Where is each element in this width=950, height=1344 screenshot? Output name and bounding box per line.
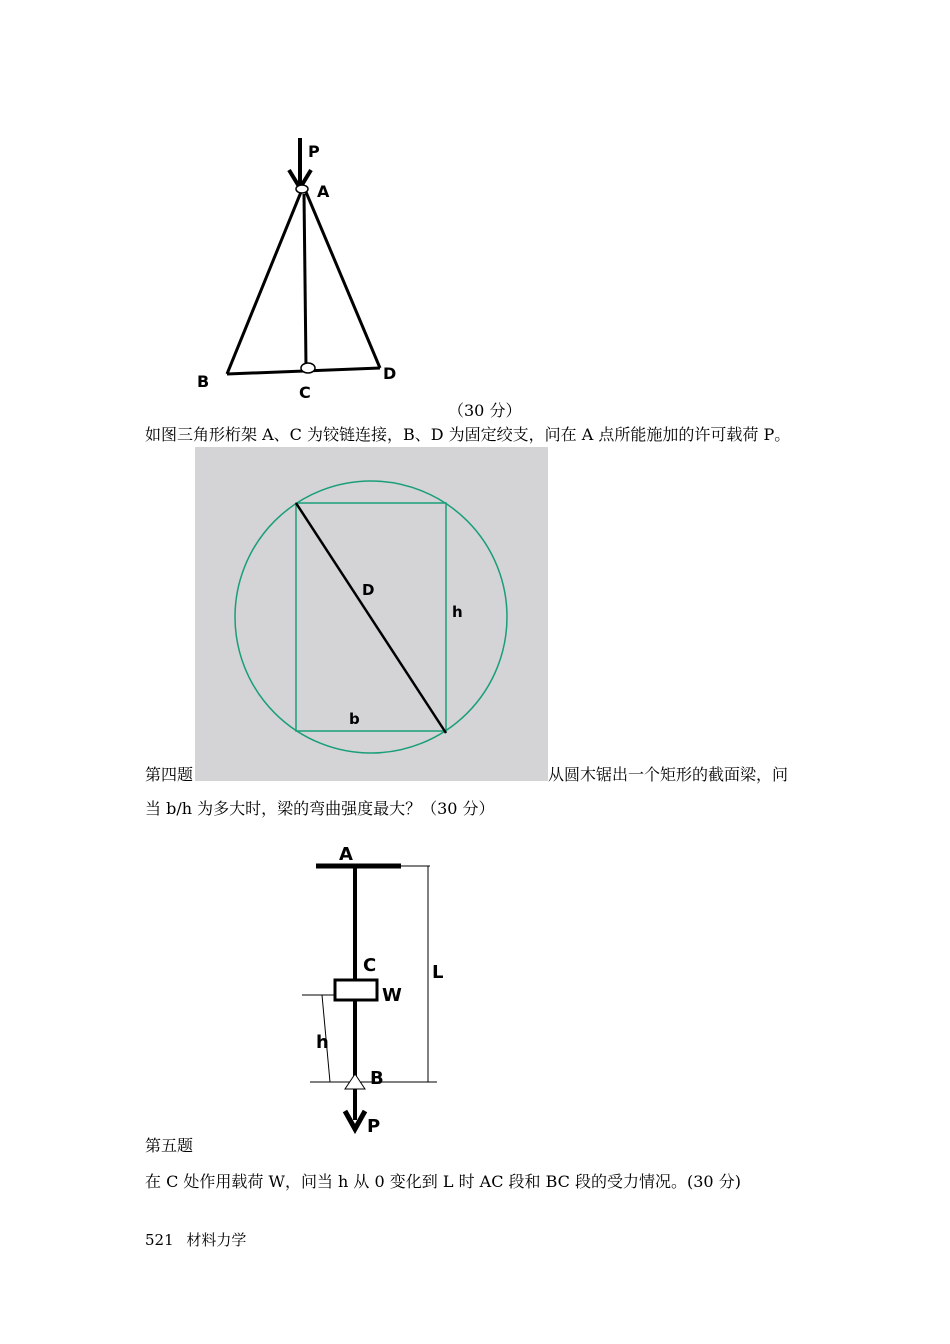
problem4-title: 第四题 — [145, 765, 194, 784]
label-diameter: D — [362, 581, 375, 599]
label-p: P — [308, 142, 320, 161]
label-a: A — [339, 844, 353, 865]
label-h: h — [316, 1032, 329, 1053]
footer — [145, 1230, 246, 1250]
label-p: P — [367, 1116, 381, 1137]
footer-code: 521 — [145, 1231, 174, 1249]
label-d: D — [383, 364, 397, 383]
problem4-text-line2: 当 b/h 为多大时，梁的弯曲强度最大？（30 分） — [145, 799, 495, 818]
truss-figure — [190, 130, 420, 405]
problem3-score: （30 分） — [448, 401, 522, 420]
label-b: B — [197, 372, 210, 391]
problem3-text: 如图三角形桁架 A、C 为铰链连接，B、D 为固定绞支，问在 A 点所能施加的许可载荷 P。 — [145, 425, 791, 444]
problem5-text: 在 C 处作用载荷 W，问当 h 从 0 变化到 L 时 AC 段和 BC 段的受力情况。(30 分) — [145, 1172, 741, 1191]
label-a: A — [317, 182, 330, 201]
label-width: b — [349, 710, 360, 728]
bar-load-figure — [300, 838, 460, 1138]
label-c: C — [363, 955, 377, 976]
label-b: B — [370, 1068, 384, 1089]
footer-subject: 材料力学 — [186, 1231, 247, 1249]
circle-rect-figure — [195, 447, 548, 781]
label-l: L — [432, 962, 444, 983]
label-c: C — [299, 383, 311, 402]
label-w: W — [382, 985, 402, 1006]
problem5-title: 第五题 — [145, 1136, 194, 1155]
label-height: h — [452, 603, 463, 621]
problem4-text-line1: 从圆木锯出一个矩形的截面梁，问 — [548, 765, 789, 784]
